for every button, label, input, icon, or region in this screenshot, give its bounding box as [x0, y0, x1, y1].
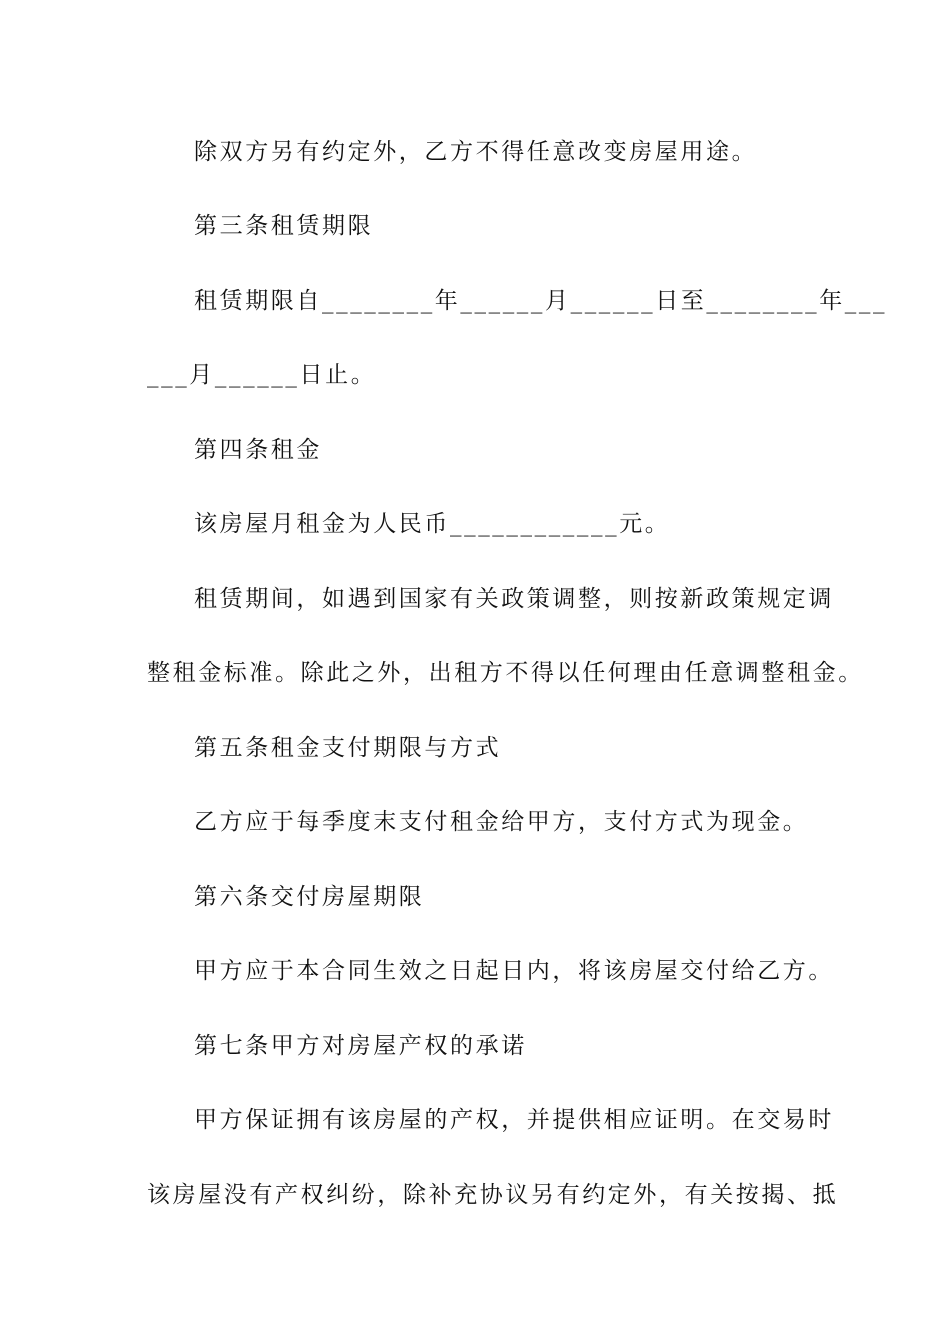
paragraph-rent-adjustment-line-1: 租赁期间，如遇到国家有关政策调整，则按新政策规定调: [194, 586, 834, 612]
heading-article-5: 第五条租金支付期限与方式: [194, 735, 502, 761]
paragraph-lease-term-line-1: 租赁期限自________年______月______日至________年___: [194, 288, 888, 314]
paragraph-monthly-rent: 该房屋月租金为人民币____________元。: [194, 511, 671, 537]
paragraph-usage-restriction: 除双方另有约定外，乙方不得任意改变房屋用途。: [194, 139, 758, 165]
heading-article-3: 第三条租赁期限: [194, 213, 374, 239]
paragraph-ownership-line-2: 该房屋没有产权纠纷，除补充协议另有约定外，有关按揭、抵: [147, 1182, 839, 1208]
paragraph-rent-adjustment-line-2: 整租金标准。除此之外，出租方不得以任何理由任意调整租金。: [147, 660, 864, 686]
heading-article-6: 第六条交付房屋期限: [194, 884, 425, 910]
heading-article-4: 第四条租金: [194, 437, 322, 463]
paragraph-payment-method: 乙方应于每季度末支付租金给甲方，支付方式为现金。: [194, 809, 809, 835]
paragraph-delivery-period: 甲方应于本合同生效之日起日内，将该房屋交付给乙方。: [194, 958, 834, 984]
paragraph-lease-term-line-2: ___月______日止。: [147, 362, 377, 388]
paragraph-ownership-line-1: 甲方保证拥有该房屋的产权，并提供相应证明。在交易时: [194, 1107, 834, 1133]
heading-article-7: 第七条甲方对房屋产权的承诺: [194, 1033, 527, 1059]
